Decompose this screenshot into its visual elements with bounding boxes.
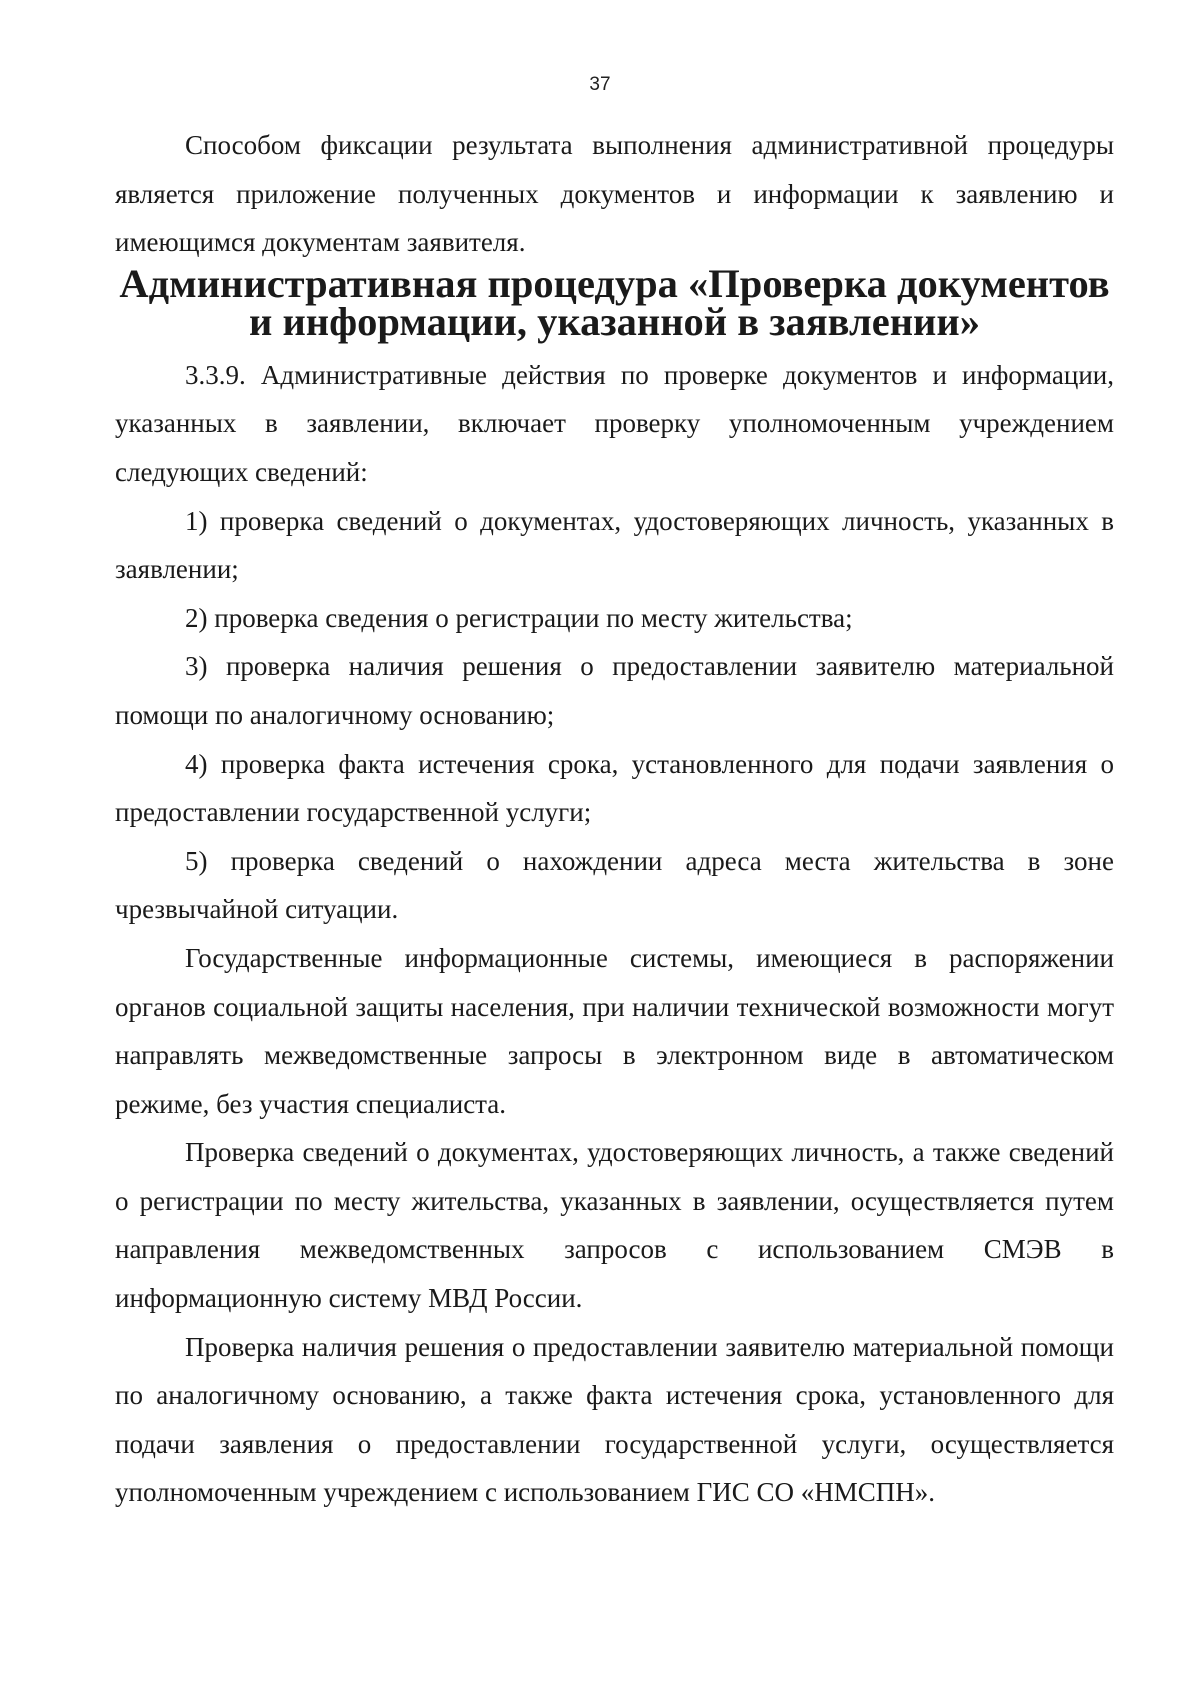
list-item-3: 3) проверка наличия решения о предоставлении заявителю материальной помощи по аналогичному основанию; xyxy=(115,651,1114,730)
list-item-2: 2) проверка сведения о регистрации по месту жительства; xyxy=(185,602,853,633)
section-heading-line-1: Административная процедура «Проверка документов xyxy=(119,260,1110,306)
paragraph-3-3-9: 3.3.9. Административные действия по проверке документов и информации, указанных в заявлении, включает проверку уполномоченным учреждением следующих сведений: xyxy=(115,359,1114,487)
list-item-5: 5) проверка сведений о нахождении адреса места жительства в зоне чрезвычайной ситуации. xyxy=(115,845,1114,925)
section-heading xyxy=(115,260,1114,344)
paragraph-information-systems: Государственные информационные системы, имеющиеся в распоряжении органов социальной защиты населения, при наличии технической возможности могут направлять межведомственные запросы в электронном виде в автоматическом режиме, без участия специалиста. xyxy=(115,942,1114,1119)
list-item-4: 4) проверка факта истечения срока, установленного для подачи заявления о предоставлении государственной услуги; xyxy=(115,748,1114,828)
page-number: 37 xyxy=(589,74,611,95)
paragraph-assistance-check: Проверка наличия решения о предоставлении заявителю материальной помощи по аналогичному основанию, а также факта истечения срока, установленного для подачи заявления о предоставлении государственной услуги, осуществляется уполномоченным учреждением с использованием ГИС СО «НМСПН». xyxy=(115,1331,1114,1508)
section-heading-line-2: и информации, указанной в заявлении» xyxy=(249,298,980,344)
list-item-1: 1) проверка сведений о документах, удостоверяющих личность, указанных в заявлении; xyxy=(115,505,1114,585)
intro-paragraph: Способом фиксации результата выполнения административной процедуры является приложение полученных документов и информации к заявлению и имеющимся документам заявителя. xyxy=(115,130,1114,258)
document-body xyxy=(115,121,1114,1517)
paragraph-identity-check: Проверка сведений о документах, удостоверяющих личность, а также сведений о регистрации по месту жительства, указанных в заявлении, осуществляется путем направления межведомственных запросов с использованием СМЭВ в информационную систему МВД России. xyxy=(115,1137,1114,1314)
